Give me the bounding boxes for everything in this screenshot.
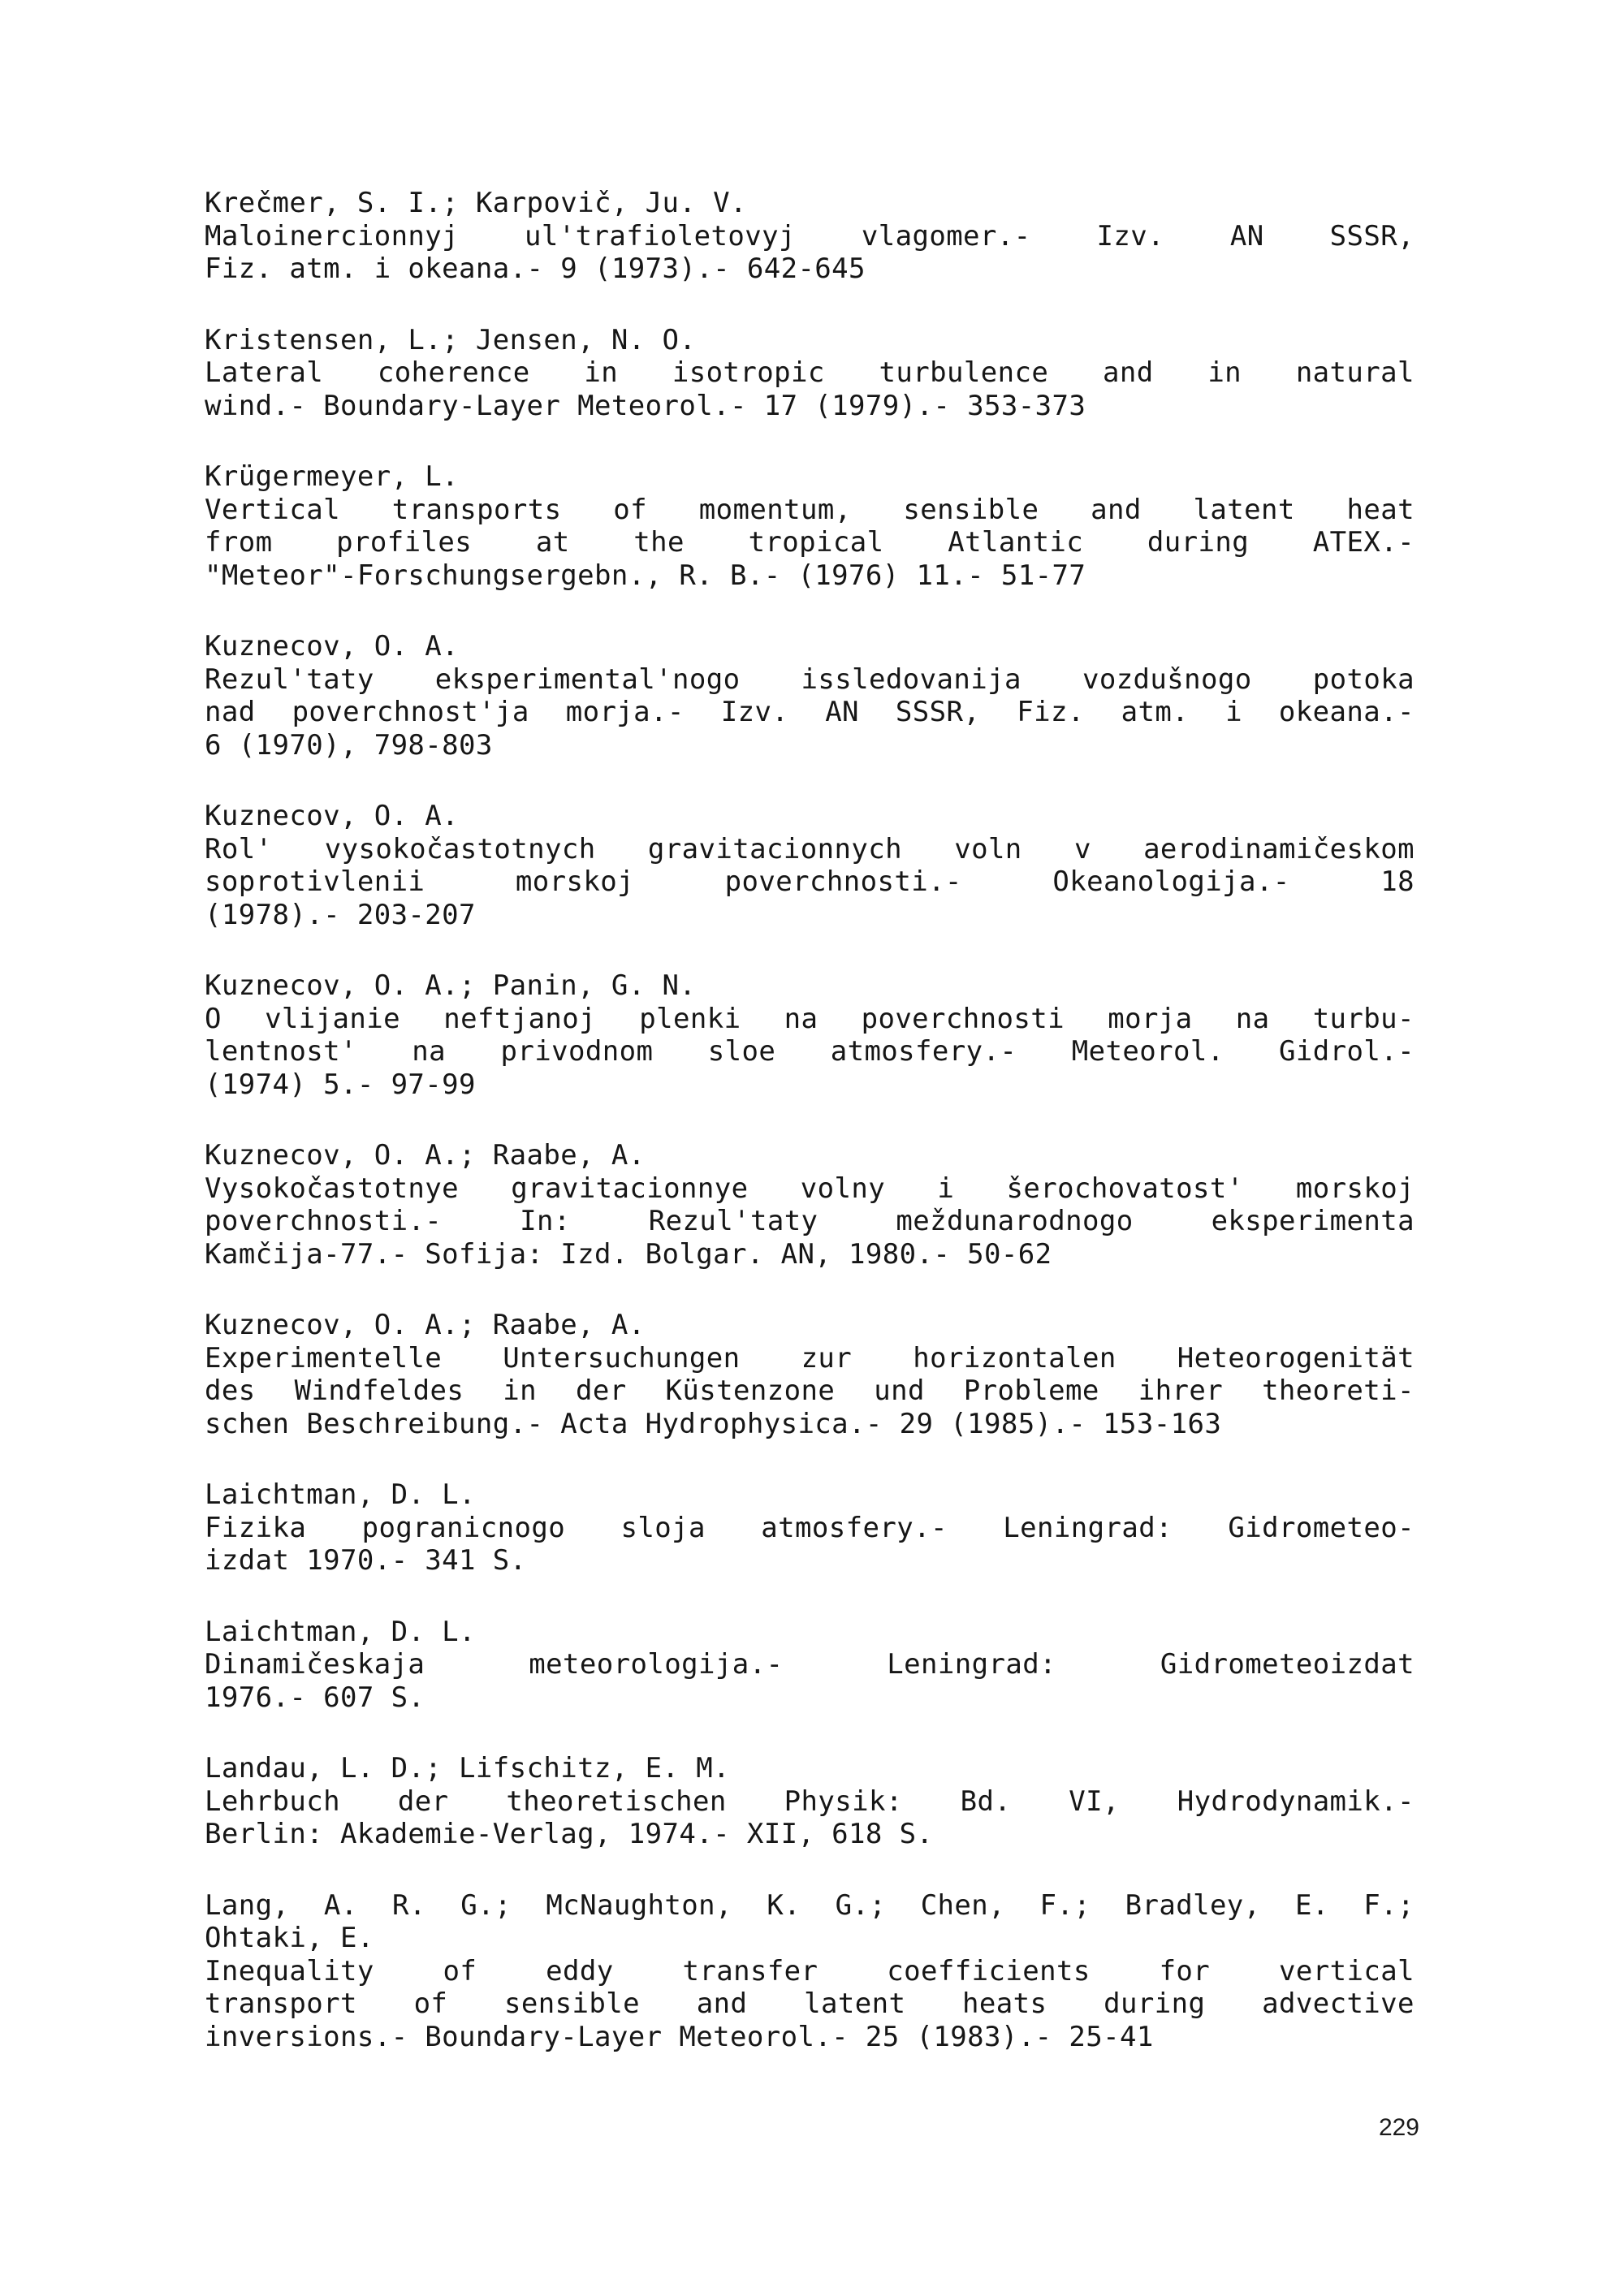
reference-authors: Kuznecov, O. A. xyxy=(205,800,460,832)
reference-authors: Kuznecov, O. A. xyxy=(205,630,460,662)
reference-text-line: Vertical transports of momentum, sensible and latent heat xyxy=(205,493,1415,526)
reference-authors: Kristensen, L.; Jensen, N. O. xyxy=(205,323,697,356)
reference-entry xyxy=(205,1889,1423,2054)
reference-text-line: Fiz. atm. i okeana.- 9 (1973).- 642-645 xyxy=(205,252,866,285)
reference-text-line: des Windfeldes in der Küstenzone und Probleme ihrer theoreti- xyxy=(205,1375,1415,1407)
reference-authors: Krečmer, S. I.; Karpovič, Ju. V. xyxy=(205,187,747,219)
reference-text-line: 6 (1970), 798-803 xyxy=(205,728,493,762)
reference-text-line: inversions.- Boundary-Layer Meteorol.- 25 (1983).- 25-41 xyxy=(205,2020,1154,2053)
reference-text-line: 1976.- 607 S. xyxy=(205,1681,425,1714)
reference-entry xyxy=(205,324,1423,423)
reference-text-line: Vysokočastotnye gravitacionnye volny i šerochovatost' morskoj xyxy=(205,1172,1415,1205)
reference-authors: Laichtman, D. L. xyxy=(205,1478,476,1511)
reference-entry xyxy=(205,1139,1423,1271)
reference-text-line: Rezul'taty eksperimental'nogo issledovanija vozdušnogo potoka xyxy=(205,662,1415,696)
reference-entry xyxy=(205,460,1423,592)
reference-text-line: nad poverchnost'ja morja.- Izv. AN SSSR, Fiz. atm. i okeana.- xyxy=(205,696,1415,728)
reference-text-line: (1974) 5.- 97-99 xyxy=(205,1068,476,1101)
reference-text-line: Ohtaki, E. xyxy=(205,1922,374,1954)
reference-entry xyxy=(205,630,1423,762)
reference-text-line: Kamčija-77.- Sofija: Izd. Bolgar. AN, 1980.- 50-62 xyxy=(205,1237,1052,1271)
reference-text-line: Fizika pogranicnogo sloja atmosfery.- Leningrad: Gidrometeo- xyxy=(205,1511,1415,1544)
reference-text-line: (1978).- 203-207 xyxy=(205,898,476,931)
reference-text-line: O vlijanie neftjanoj plenki na poverchnosti morja na turbu- xyxy=(205,1002,1415,1035)
reference-authors: Krügermeyer, L. xyxy=(205,460,460,493)
reference-text-line: wind.- Boundary-Layer Meteorol.- 17 (1979).- 353-373 xyxy=(205,389,1086,422)
reference-authors: Kuznecov, O. A.; Raabe, A. xyxy=(205,1139,646,1172)
reference-text-line: izdat 1970.- 341 S. xyxy=(205,1544,527,1577)
reference-text-line: Rol' vysokočastotnych gravitacionnych voln v aerodinamičeskom xyxy=(205,832,1415,865)
reference-entry xyxy=(205,1478,1423,1577)
reference-text-line: poverchnosti.- In: Rezul'taty meždunarodnogo eksperimenta xyxy=(205,1205,1415,1237)
reference-text-line: from profiles at the tropical Atlantic during ATEX.- xyxy=(205,526,1415,559)
reference-text-line: Dinamičeskaja meteorologija.- Leningrad: Gidrometeoizdat xyxy=(205,1648,1415,1681)
reference-text-line: Berlin: Akademie-Verlag, 1974.- XII, 618 S. xyxy=(205,1818,934,1850)
reference-list xyxy=(205,187,1423,2091)
reference-text-line: Lateral coherence in isotropic turbulence and in natural xyxy=(205,356,1415,389)
reference-entry xyxy=(205,969,1423,1101)
reference-text-line: Experimentelle Untersuchungen zur horizontalen Heteorogenität xyxy=(205,1341,1415,1375)
reference-text-line: Inequality of eddy transfer coefficients for vertical xyxy=(205,1954,1415,1987)
reference-text-line: transport of sensible and latent heats during advective xyxy=(205,1987,1415,2020)
reference-text-line: schen Beschreibung.- Acta Hydrophysica.- 29 (1985).- 153-163 xyxy=(205,1407,1222,1440)
reference-entry xyxy=(205,800,1423,931)
reference-text-line: Maloinercionnyj ul'trafioletovyj vlagomer.- Izv. AN SSSR, xyxy=(205,219,1415,252)
reference-text-line: soprotivlenii morskoj poverchnosti.- Okeanologija.- 18 xyxy=(205,865,1415,898)
reference-authors: Kuznecov, O. A.; Raabe, A. xyxy=(205,1309,646,1341)
reference-text-line: "Meteor"-Forschungsergebn., R. B.- (1976) 11.- 51-77 xyxy=(205,559,1086,592)
reference-text-line: lentnost' na privodnom sloe atmosfery.- Meteorol. Gidrol.- xyxy=(205,1035,1415,1068)
reference-text-line: Lehrbuch der theoretischen Physik: Bd. VI, Hydrodynamik.- xyxy=(205,1785,1415,1818)
reference-entry xyxy=(205,1309,1423,1440)
reference-authors: Kuznecov, O. A.; Panin, G. N. xyxy=(205,969,697,1002)
reference-authors: Laichtman, D. L. xyxy=(205,1615,476,1648)
page-number: 229 xyxy=(1378,2114,1419,2141)
reference-authors: Lang, A. R. G.; McNaughton, K. G.; Chen, F.; Bradley, E. F.; xyxy=(205,1888,1415,1922)
reference-entry xyxy=(205,187,1423,286)
reference-authors: Landau, L. D.; Lifschitz, E. M. xyxy=(205,1752,730,1785)
reference-entry xyxy=(205,1616,1423,1715)
reference-entry xyxy=(205,1752,1423,1851)
